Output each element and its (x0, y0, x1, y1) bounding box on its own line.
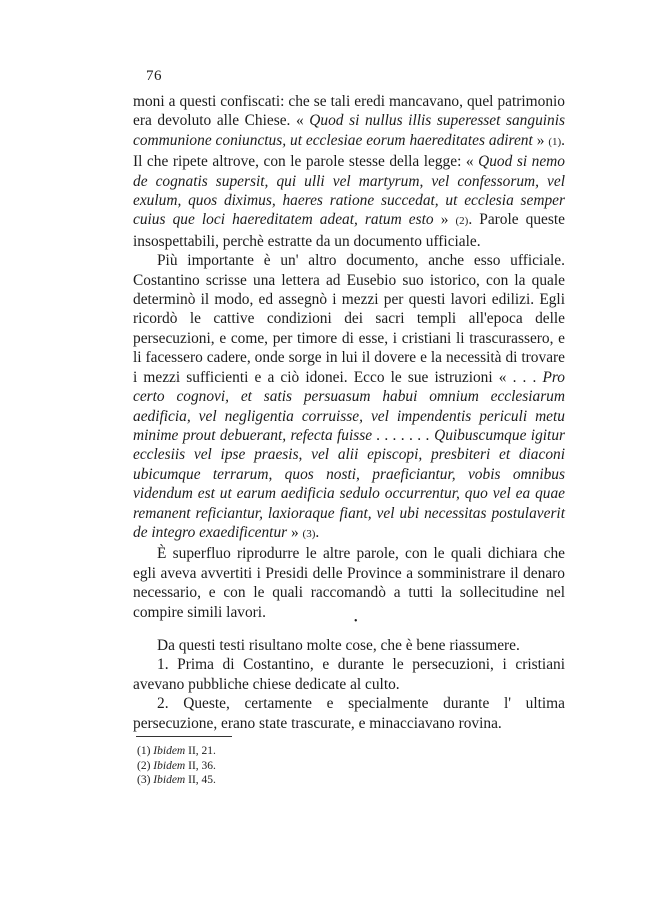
text-run: . (315, 523, 320, 541)
footnote-number: (3) (137, 774, 151, 786)
footnote-source: Ibidem (153, 745, 186, 757)
footnote-number: (1) (137, 745, 151, 757)
footnotes (137, 744, 216, 788)
footnote (137, 744, 216, 759)
footnote-ref: (3) (302, 527, 316, 540)
summary-item-2: 2. Queste, certamente e specialmente durante l' ultima persecuzione, erano state trascurate, e minacciavano rovina. (133, 695, 565, 732)
main-text (133, 92, 565, 622)
summary-intro: Da questi testi risultano molte cose, che è bene riassumere. (157, 637, 520, 654)
text-run: . Il che ripete altrove, con le parole stesse della legge: « (133, 131, 565, 171)
text-run: » (433, 211, 456, 229)
footnote-location: II, 36. (188, 759, 216, 772)
footnote-ref: (2) (455, 215, 469, 228)
text-run: » (287, 523, 303, 541)
footnote-number: (2) (137, 759, 151, 772)
paragraph-2 (133, 251, 565, 544)
footnote-ref: (1) (548, 135, 562, 148)
page-number: 76 (146, 68, 162, 84)
latin-quote: Quod si nullus illis superesset sanguinis communione coniunctus, ut ecclesiae eorum haereditates adirent (133, 112, 566, 149)
summary-section (133, 636, 565, 733)
summary-item-1: 1. Prima di Costantino, e durante le persecuzioni, i cristiani avevano pubbliche chiese dedicate al culto. (133, 656, 565, 693)
footnote (137, 773, 216, 788)
text-run: Più importante è un' altro documento, anche esso ufficiale. Costantino scrisse una lettera ad Eusebio suo istorico, con la quale determinò il modo, ed assegnò i mezzi per questi lavori edilizi. Egli ricordò le cattive condizioni dei sacri templi all'epoca delle persecuzioni, e come, per timore di esse, i cristiani li trascurassero, e li facessero cadere, onde sorge in lui il dovere e la necessità di trovare i mezzi sufficienti e a ciò idonei. Ecco le sue istruzioni « . . . (133, 252, 565, 386)
latin-quote: Pro certo cognovi, et satis persuasum habui omnium ecclesiarum aedificia, vel negligentia corruisse, vel impendentis periculi metu minime prout debuerant, refecta fuisse . . . . . . . Quibuscumque igitur ecclesiis vel ipse praesis, vel alii episcopi, presbiteri et diaconi ubicumque terrarum, quos nosti, praeficiantur, vobis omnibus videndum est ut earum aedificia sedulo occurrentur, quo vel ea quae remanent reficiantur, laxioraque fiant, vel ubi necessitas postulaverit de integro exaedificentur (133, 368, 565, 541)
footnote-location: II, 21. (188, 745, 216, 757)
footnote-divider (136, 736, 232, 737)
text-run: . Parole queste insospettabili, perchè estratte da un documento ufficiale. (133, 211, 565, 250)
text-run: » (532, 131, 549, 149)
footnote-source: Ibidem (153, 774, 186, 786)
paragraph-1 (133, 92, 565, 251)
footnote-location: II, 45. (188, 774, 216, 786)
latin-quote: Quod si nemo de cognatis supersit, qui ulli vel martyrum, vel confessorum, vel exulum, quos diximus, haeres ratione succedat, ut ecclesia semper cuius que loci haereditatem adeat, ratum esto (133, 153, 565, 229)
footnote-source: Ibidem (153, 759, 186, 772)
ornament: • (354, 616, 358, 627)
text-run: moni a questi confiscati: che se tali eredi mancavano, quel patrimonio era devoluto alle Chiese. « (133, 93, 565, 130)
footnote (137, 759, 216, 774)
paragraph-3: È superfluo riprodurre le altre parole, con le quali dichiara che egli aveva avvertiti i Presidi delle Province a somministrare il denaro necessario, e con le quali raccomandò a tutti la sollecitudine nel compire simili lavori. (133, 545, 565, 621)
